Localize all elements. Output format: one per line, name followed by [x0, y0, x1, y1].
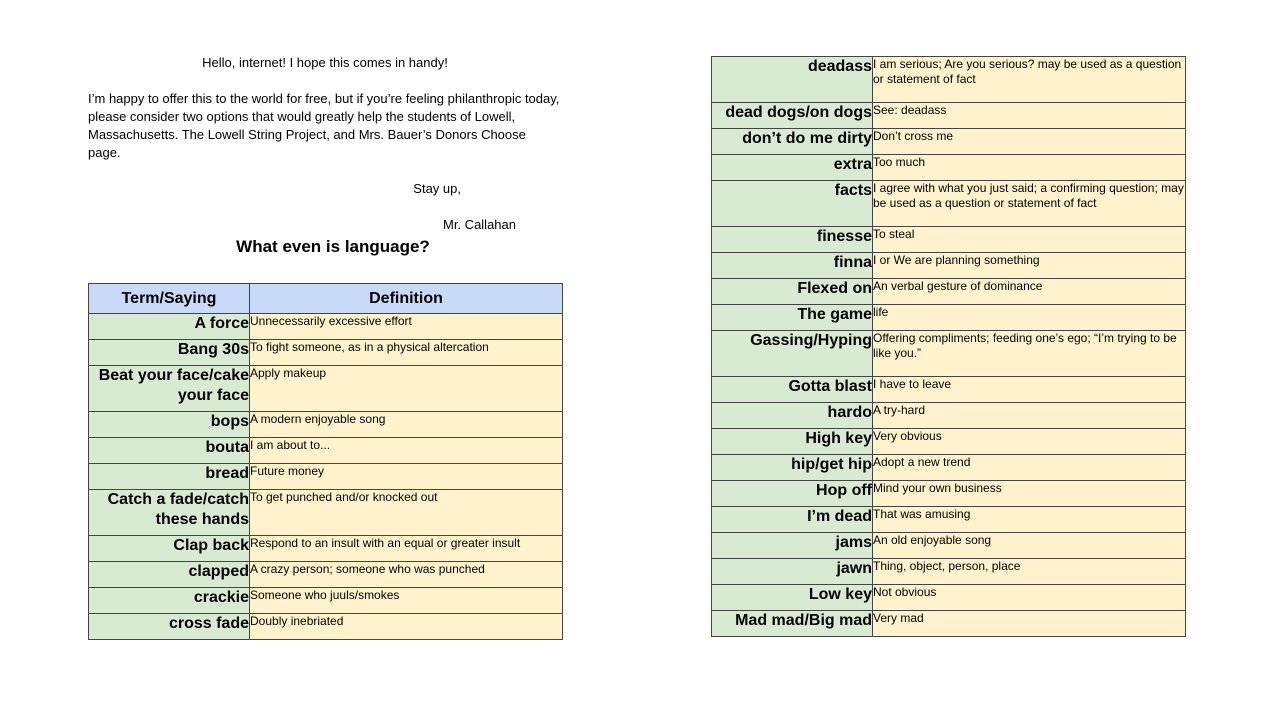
definition-cell: A crazy person; someone who was punched — [250, 562, 563, 588]
definition-cell: Thing, object, person, place — [873, 559, 1186, 585]
signoff-text: Stay up, — [413, 181, 461, 196]
term-cell: cross fade — [89, 614, 250, 640]
definition-cell: That was amusing — [873, 507, 1186, 533]
table-row — [712, 559, 1186, 585]
term-cell: Gotta blast — [712, 377, 873, 403]
table-row — [712, 533, 1186, 559]
definition-cell: Adopt a new trend — [873, 455, 1186, 481]
definition-cell: Unnecessarily excessive effort — [250, 314, 563, 340]
term-cell: finesse — [712, 227, 873, 253]
intro-body-text: I’m happy to offer this to the world for free, but if you’re feeling philanthropic today, please consider two options that would greatly help the students of Lowell, Massachusetts. The Lowell String Project, and Mrs. Bauer’s Donors Choose page. — [88, 91, 560, 160]
definition-cell: life — [873, 305, 1186, 331]
table-row — [89, 412, 563, 438]
term-cell: extra — [712, 155, 873, 181]
table-row — [712, 103, 1186, 129]
table-row — [89, 490, 563, 536]
term-cell: jawn — [712, 559, 873, 585]
definition-cell: Not obvious — [873, 585, 1186, 611]
term-cell: Hop off — [712, 481, 873, 507]
term-cell: High key — [712, 429, 873, 455]
table-row — [712, 305, 1186, 331]
definition-cell: See: deadass — [873, 103, 1186, 129]
term-cell: bouta — [89, 438, 250, 464]
table-row — [712, 227, 1186, 253]
term-cell: A force — [89, 314, 250, 340]
term-cell: hip/get hip — [712, 455, 873, 481]
definition-cell: Too much — [873, 155, 1186, 181]
definition-cell: To get punched and/or knocked out — [250, 490, 563, 536]
definition-cell: I or We are planning something — [873, 253, 1186, 279]
term-cell: jams — [712, 533, 873, 559]
term-cell: Gassing/Hyping — [712, 331, 873, 377]
table-row — [712, 585, 1186, 611]
definition-cell: Respond to an insult with an equal or greater insult — [250, 536, 563, 562]
term-cell: Clap back — [89, 536, 250, 562]
term-cell: Bang 30s — [89, 340, 250, 366]
term-cell: Mad mad/Big mad — [712, 611, 873, 637]
term-cell: crackie — [89, 588, 250, 614]
term-cell: bread — [89, 464, 250, 490]
term-cell: I’m dead — [712, 507, 873, 533]
table-row — [712, 181, 1186, 227]
definition-cell: An old enjoyable song — [873, 533, 1186, 559]
table-row — [89, 562, 563, 588]
definition-cell: I have to leave — [873, 377, 1186, 403]
definition-cell: Very mad — [873, 611, 1186, 637]
table-row — [712, 377, 1186, 403]
slang-table-left — [88, 283, 563, 640]
term-cell: facts — [712, 181, 873, 227]
table-row — [712, 481, 1186, 507]
definition-cell: Someone who juuls/smokes — [250, 588, 563, 614]
definition-cell: I am serious; Are you serious? may be used as a question or statement of fact — [873, 57, 1186, 103]
table-row — [712, 279, 1186, 305]
greeting-text: Hello, internet! I hope this comes in handy! — [202, 55, 448, 70]
definition-cell: Don’t cross me — [873, 129, 1186, 155]
term-cell: hardo — [712, 403, 873, 429]
term-column-header: Term/Saying — [89, 284, 250, 314]
term-cell: dead dogs/on dogs — [712, 103, 873, 129]
definition-cell: To steal — [873, 227, 1186, 253]
table-row — [89, 366, 563, 412]
term-cell: Flexed on — [712, 279, 873, 305]
table-row — [712, 129, 1186, 155]
definition-cell: Mind your own business — [873, 481, 1186, 507]
table-row — [89, 536, 563, 562]
definition-cell: A try-hard — [873, 403, 1186, 429]
definition-cell: I am about to... — [250, 438, 563, 464]
table-row — [712, 331, 1186, 377]
definition-cell: An verbal gesture of dominance — [873, 279, 1186, 305]
term-cell: clapped — [89, 562, 250, 588]
table-header-row — [89, 284, 563, 314]
slang-table-right — [711, 56, 1186, 637]
term-cell: The game — [712, 305, 873, 331]
definition-cell: I agree with what you just said; a confirming question; may be used as a question or statement of fact — [873, 181, 1186, 227]
definition-cell: Future money — [250, 464, 563, 490]
table-row — [89, 438, 563, 464]
definition-cell: Very obvious — [873, 429, 1186, 455]
signature-text: Mr. Callahan — [443, 217, 516, 232]
page-title: What even is language? — [236, 237, 430, 256]
term-cell: finna — [712, 253, 873, 279]
table-row — [712, 403, 1186, 429]
term-cell: bops — [89, 412, 250, 438]
table-row — [712, 455, 1186, 481]
table-row — [712, 611, 1186, 637]
table-row — [89, 614, 563, 640]
table-row — [712, 253, 1186, 279]
definition-cell: To fight someone, as in a physical altercation — [250, 340, 563, 366]
definition-cell: Apply makeup — [250, 366, 563, 412]
table-row — [89, 340, 563, 366]
table-row — [712, 429, 1186, 455]
term-cell: Beat your face/cake your face — [89, 366, 250, 412]
definition-cell: A modern enjoyable song — [250, 412, 563, 438]
definition-cell: Doubly inebriated — [250, 614, 563, 640]
table-row — [89, 314, 563, 340]
definition-cell: Offering compliments; feeding one’s ego; “I’m trying to be like you.” — [873, 331, 1186, 377]
intro-note — [88, 54, 562, 234]
definition-column-header: Definition — [250, 284, 563, 314]
table-row — [712, 57, 1186, 103]
term-cell: Low key — [712, 585, 873, 611]
table-row — [712, 155, 1186, 181]
table-row — [712, 507, 1186, 533]
table-row — [89, 464, 563, 490]
table-row — [89, 588, 563, 614]
term-cell: deadass — [712, 57, 873, 103]
term-cell: Catch a fade/catch these hands — [89, 490, 250, 536]
term-cell: don’t do me dirty — [712, 129, 873, 155]
